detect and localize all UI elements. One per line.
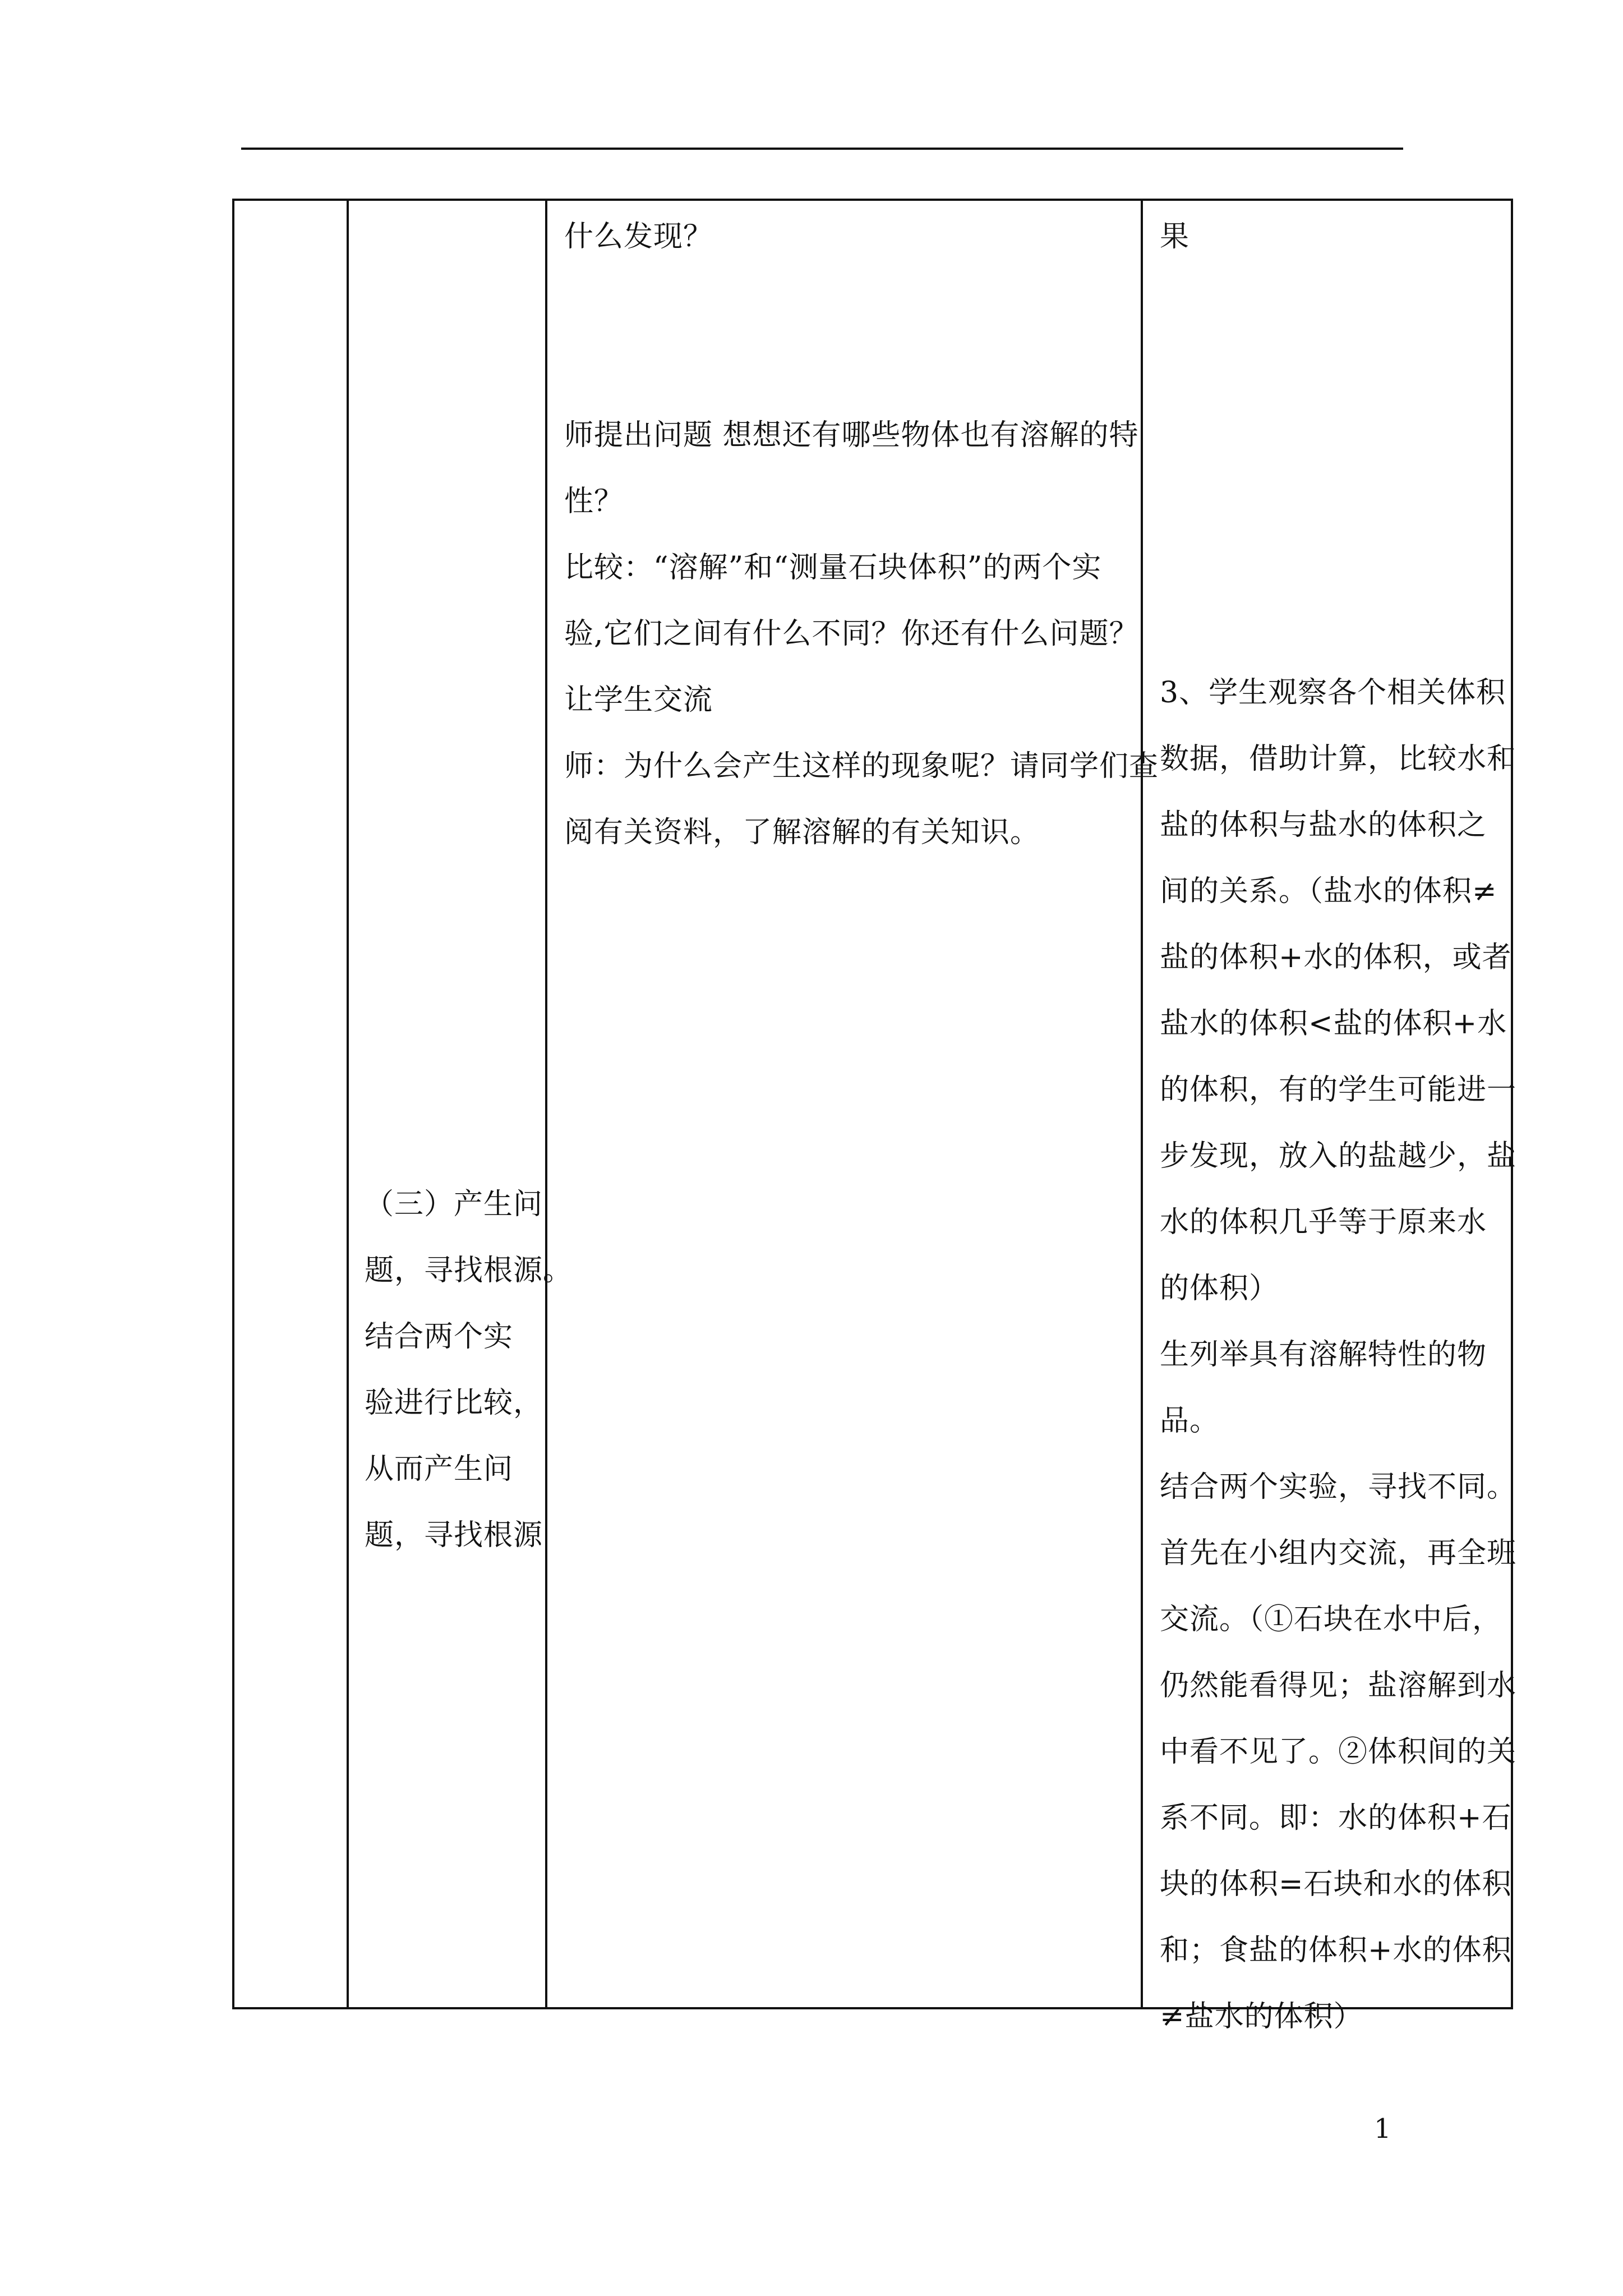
stage-line: 题，寻找根源。 xyxy=(365,1254,573,1287)
student-line: 生列举具有溶解特性的物 xyxy=(1160,1338,1487,1372)
stage-line: 题，寻找根源 xyxy=(365,1519,543,1552)
teacher-line: 比较：“溶解”和“测量石块体积”的两个实 xyxy=(564,551,1102,585)
teacher-line xyxy=(564,336,1159,402)
student-line: 的体积，有的学生可能进一 xyxy=(1160,1073,1517,1107)
student-line: 首先在小组内交流，再全班 xyxy=(1160,1536,1517,1570)
teacher-line: 什么发现？ xyxy=(564,220,713,254)
student-line: 仍然能看得见；盐溶解到水 xyxy=(1160,1669,1517,1703)
teacher-line xyxy=(564,270,1159,336)
student-activity-top: 果 xyxy=(1160,220,1190,254)
stage-line: （三）产生问 xyxy=(365,1188,543,1221)
stage-line: 验进行比较， xyxy=(365,1386,543,1420)
teacher-activity-text xyxy=(564,204,1159,866)
teacher-line: 师提出问题 想想还有哪些物体也有溶解的特 xyxy=(564,418,1139,452)
student-line: 的体积） xyxy=(1160,1272,1279,1305)
teacher-line: 验,它们之间有什么不同？你还有什么问题？ xyxy=(564,617,1139,651)
student-activity-text xyxy=(1160,660,1516,2050)
student-line: 和；食盐的体积+水的体积 xyxy=(1160,1934,1512,1967)
student-line: 数据，借助计算，比较水和 xyxy=(1160,742,1517,776)
student-line: 盐水的体积<盐的体积+水 xyxy=(1160,1007,1507,1041)
stage-description xyxy=(365,1171,573,1568)
stage-line: 结合两个实 xyxy=(365,1320,514,1354)
student-line: 品。 xyxy=(1160,1404,1220,1438)
column-divider xyxy=(545,201,547,2007)
lesson-table xyxy=(232,199,1517,2033)
column-divider xyxy=(347,201,349,2007)
student-line: 块的体积=石块和水的体积 xyxy=(1160,1867,1512,1901)
teacher-line: 让学生交流 xyxy=(564,683,713,717)
teacher-line: 性？ xyxy=(564,485,624,518)
stage-line: 从而产生问 xyxy=(365,1452,514,1486)
teacher-line: 阅有关资料，了解溶解的有关知识。 xyxy=(564,816,1040,849)
page-number: 1 xyxy=(1374,2113,1391,2145)
header-rule xyxy=(241,148,1403,150)
student-line: 盐的体积与盐水的体积之 xyxy=(1160,808,1487,842)
student-line: 水的体积几乎等于原来水 xyxy=(1160,1205,1487,1239)
student-line: 中看不见了。②体积间的关 xyxy=(1160,1735,1517,1769)
teacher-line: 师：为什么会产生这样的现象呢？请同学们查 xyxy=(564,749,1159,783)
student-line: 间的关系。（盐水的体积≠ xyxy=(1160,875,1497,908)
student-line: 步发现，放入的盐越少，盐 xyxy=(1160,1139,1517,1173)
student-line: 3、学生观察各个相关体积 xyxy=(1160,676,1506,710)
student-line: 盐的体积+水的体积，或者 xyxy=(1160,941,1512,974)
student-line: ≠盐水的体积） xyxy=(1160,2000,1363,2033)
student-line: 结合两个实验，寻找不同。 xyxy=(1160,1470,1517,1504)
student-line: 系不同。即：水的体积+石 xyxy=(1160,1801,1512,1835)
student-line: 交流。（①石块在水中后， xyxy=(1160,1603,1502,1636)
